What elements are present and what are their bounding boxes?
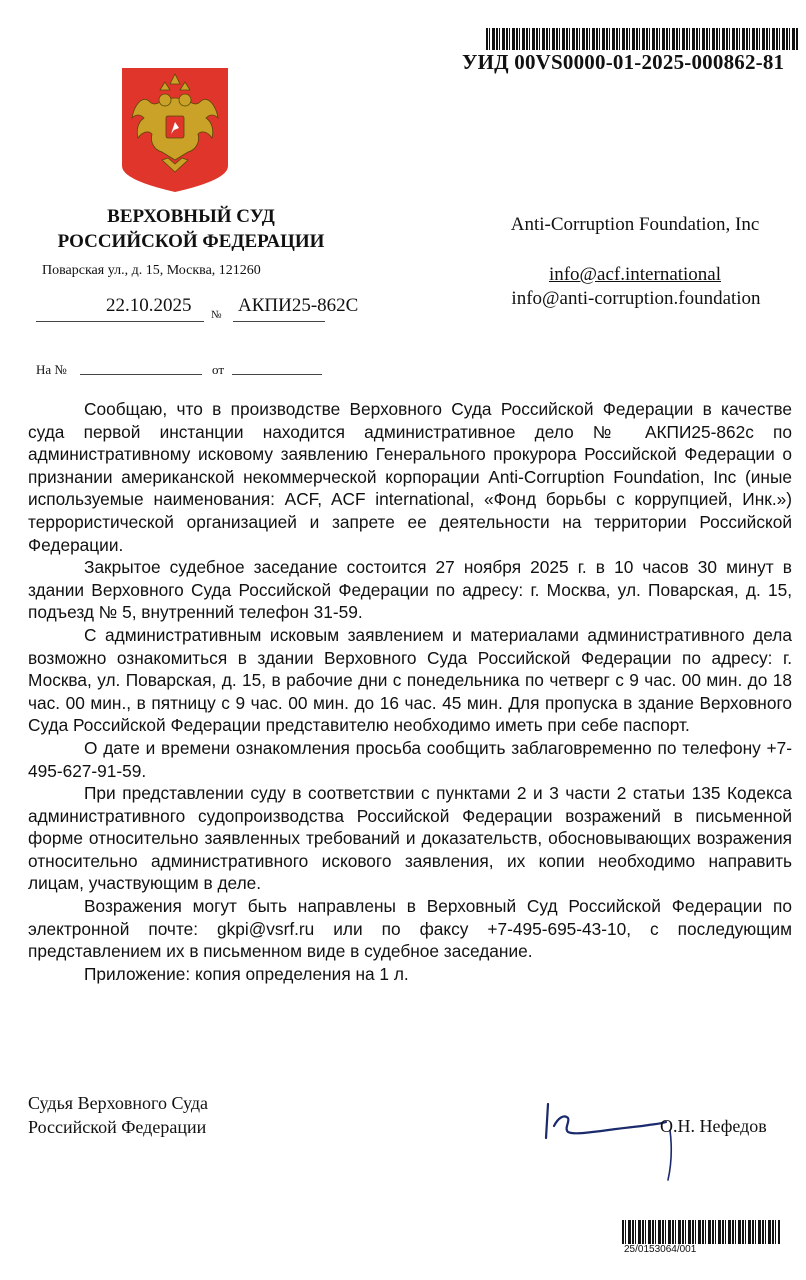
paragraph-contact: О дате и времени ознакомления просьба сообщить заблаговременно по телефону +7-495-627-91-59. xyxy=(28,737,792,781)
reply-to-date-label: от xyxy=(212,362,225,377)
signatory-title-line1: Судья Верховного Суда xyxy=(28,1093,209,1113)
handwritten-signature xyxy=(542,1096,702,1184)
date-underline xyxy=(36,321,204,322)
court-name-line1: ВЕРХОВНЫЙ СУД xyxy=(107,206,275,227)
paragraph-materials: С административным исковым заявлением и материалами административного дела возможно ознакомиться в здании Верховного Суда Российской Федерации по адресу: г. Москва, ул. Поварская, д. 15, в рабочие дни с понедельника по четверг с 9 час. 00 мин. до 18 час. 00 мин., в пятницу с 9 час. 00 мин. до 16 час. 45 мин. Для пропуска в здание Верховного Суда Российской Федерации представителю необходимо иметь при себе паспорт. xyxy=(28,624,792,736)
document-number: АКПИ25-862С xyxy=(238,295,359,316)
paragraph-submission: Возражения могут быть направлены в Верховный Суд Российской Федерации по электронной почте: gkpi@vsrf.ru или по факсу +7-495-695-43-10, с последующим представлением их в письменном виде в судебное заседание. xyxy=(28,896,792,962)
letter-body xyxy=(28,398,792,985)
barcode-number: 25/0153064/001 xyxy=(624,1244,697,1255)
signatory-title-line2: Российской Федерации xyxy=(28,1117,207,1137)
signatory-title xyxy=(28,1091,208,1139)
uid-number: УИД 00VS0000-01-2025-000862-81 xyxy=(462,50,785,74)
barcode-top xyxy=(486,28,798,50)
paragraph-attachment: Приложение: копия определения на 1 л. xyxy=(84,963,409,984)
coat-of-arms-icon xyxy=(122,68,228,192)
reply-to-number-label: На № xyxy=(36,362,67,377)
paragraph-objections: При представлении суду в соответствии с пунктами 2 и 3 части 2 статьи 135 Кодекса административного судопроизводства Российской Федерации возражений в письменной форме относительно заявленных требований и доказательств, обосновывающих возражения относительно административного искового заявления, их копии необходимо направить лицам, участвующим в деле. xyxy=(28,783,792,894)
court-name xyxy=(28,204,354,254)
reply-to-number-line xyxy=(80,374,202,375)
recipient-email-2: info@anti-corruption.foundation xyxy=(511,288,761,309)
recipient-email-1: info@acf.international xyxy=(548,264,722,285)
document-date: 22.10.2025 xyxy=(106,295,192,316)
number-underline xyxy=(233,321,325,322)
signatory-name: О.Н. Нефедов xyxy=(660,1116,767,1136)
court-address: Поварская ул., д. 15, Москва, 121260 xyxy=(42,263,261,278)
court-name-line2: РОССИЙСКОЙ ФЕДЕРАЦИИ xyxy=(57,231,325,252)
recipient-name: Anti-Corruption Foundation, Inc xyxy=(510,214,760,235)
paragraph-hearing: Закрытое судебное заседание состоится 27 ноября 2025 г. в 10 часов 30 минут в здании Верховного Суда Российской Федерации по адресу: г. Москва, ул. Поварская, д. 15, подъезд № 5, внутренний телефон 31-59. xyxy=(28,557,792,623)
reply-to-date-line xyxy=(232,374,322,375)
paragraph-case-notice: Сообщаю, что в производстве Верховного Суда Российской Федерации в качестве суда первой инстанции находится административное дело № АКПИ25-862с по административному исковому заявлению Генерального прокурора Российской Федерации о признании американской некоммерческой корпорации Anti-Corruption Foundation, Inc (иные используемые наименования: ACF, ACF international, «Фонд борьбы с коррупцией, Инк.») террористической организацией и запрете ее деятельности на территории Российской Федерации. xyxy=(28,399,792,555)
number-sign: № xyxy=(211,309,222,321)
barcode-bottom xyxy=(622,1220,780,1244)
